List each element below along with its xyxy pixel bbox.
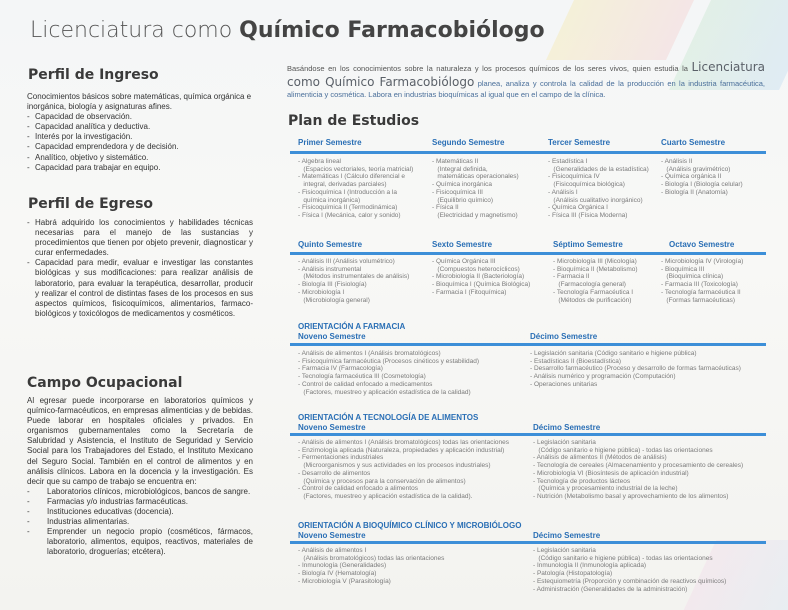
semester-title: Primer Semestre	[298, 138, 362, 147]
plan-title: Plan de Estudios	[288, 113, 420, 129]
semester-title: Noveno Semestre	[298, 423, 366, 432]
semester-courses: - Microbiología IV (Virología) - Bioquímica III (Bioquímica clínica) - Farmacia III (Toxicología) - Tecnología farmacéutica II (Formas farmacéuticas)	[661, 258, 744, 304]
semester-courses: - Legislación sanitaria (Código sanitario e higiene pública) - Estadísticas II (Bioestadística) - Desarrollo farmacéutico (Proceso y desarrollo de formas farmacéuticas) - Análisis numérico y programación (Computación) - Operaciones unitarias	[530, 350, 741, 388]
list-item: - Capacidad para medir, evaluar e investigar las constantes biológicas y sus modificaciones: para realizar análisis de laboratorio, para evaluar la terapéutica, desarrollar, producir y realizar el control de distintas fases de los procesos en sus aspectos químicos, fisicoquímicos, alimentarios, farmaco-biológicos y toxicólogos de medicamentos y cosméticos.	[27, 258, 253, 318]
semester-title: Sexto Semestre	[432, 240, 493, 249]
semester-courses: - Legislación sanitaria (Código sanitario e higiene pública) - todas las orientaciones - Inmunología II (Inmunología aplicada) - Patología (Histopatología) - Estequiometría (Proporción y combinación de reactivos químicos) - Administración (Generalidades de la administración)	[533, 547, 727, 593]
list-item: - Emprender un negocio propio (cosméticos, fármacos, laboratorio, alimentos, equipos, reactivos, materiales de laboratorio, droguerías; etcétera).	[27, 527, 253, 557]
semester-title: Décimo Semestre	[530, 332, 598, 341]
section-divider	[290, 252, 766, 255]
section-divider	[290, 343, 766, 346]
ingreso-intro: Conocimientos básicos sobre matemáticas, química orgánica e inorgánica, biología y asignaturas afines.	[27, 92, 252, 112]
list-item: - Capacidad para trabajar en equipo.	[27, 162, 161, 172]
campo-section	[27, 396, 253, 558]
list-item: - Farmacias y/o industrias farmacéuticas.	[27, 496, 188, 506]
semester-title: Tercer Semestre	[548, 138, 611, 147]
list-item: - Capacidad emprendedora y de decisión.	[27, 142, 179, 152]
semester-courses: - Estadística I (Generalidades de la estadística) - Fisicoquímica IV (Fisicoquímica biológica) - Análisis I (Análisis cualitativo inorgánico) - Química Orgánica I - Física III (Física Moderna)	[548, 158, 649, 219]
list-item: - Habrá adquirido los conocimientos y habilidades técnicas necesarias para el manejo de las sustancias y procedimientos que tienen por objeto prevenir, diagnosticar y curar enfermedades.	[27, 218, 253, 258]
semester-title: Décimo Semestre	[533, 531, 601, 540]
semester-courses: - Análisis de alimentos I (Análisis bromatológicos) todas las orientaciones - Enzimología aplicada (Naturaleza, propiedades y aplicación industrial) - Fermentaciones industriales (Microorganismos y sus actividades en los procesos industriales) - Desarrollo de alimentos (Química y procesos para la conservación de alimentos) - Control de calidad enfocado a alimentos (Factores, muestreo y aplicación estadística de la calidad).	[298, 439, 509, 500]
list-item: - Analítico, objetivo y sistemático.	[27, 152, 149, 162]
semester-title: Séptimo Semestre	[553, 240, 623, 249]
semester-courses: - Microbiología III (Micología) - Bioquímica II (Metabolismo) - Farmacia II (Farmacología general) - Tecnología Farmacéutica I (Métodos de purificación)	[553, 258, 638, 304]
section-divider	[290, 151, 766, 154]
list-item: - Interés por la investigación.	[27, 132, 133, 142]
semester-courses: - Análisis II (Análisis gravimétrico) - Química orgánica II - Biología I (Biología celular) - Biología II (Anatomía)	[661, 158, 743, 196]
semester-title: Segundo Semestre	[432, 138, 505, 147]
semester-title: Noveno Semestre	[298, 332, 366, 341]
semester-courses: - Química Orgánica III (Compuestos heterocíclicos) - Microbiología II (Bacteriología) - Bioquímica I (Química Biológica) - Farmacia I (Fitoquímica)	[432, 258, 531, 296]
orientation-title: ORIENTACIÓN A TECNOLOGÍA DE ALIMENTOS	[298, 413, 479, 422]
semester-title: Cuarto Semestre	[661, 138, 726, 147]
semester-courses: - Legislación sanitaria (Código sanitario e higiene pública) - todas las orientaciones - Análisis de alimentos II (Métodos de análisis) - Tecnología de cereales (Almacenamiento y procesamiento de cereales) - Microbiología VI (Biosíntesis de aplicación industrial) - Tecnología de productos lácteos (Química y procesamiento industrial de la leche) - Nutrición (Metabolismo basal y aprovechamiento de los alimentos)	[533, 439, 744, 500]
list-item: - Capacidad de observación.	[27, 112, 132, 122]
intro-paragraph: Basándose en los conocimientos sobre la naturaleza y los procesos químicos de los seres vivos, quien estudia la Licenciatura como Químico Farmacobiólogo planea, analiza y controla la calidad de la producción en la industria farmacéutica, alimenticia y cosmética. Labora en industrias bioquímicas al igual que en el campo de la clínica.	[287, 60, 766, 99]
list-item: - Instituciones educativas (docencia).	[27, 507, 174, 517]
egreso-heading: Perfil de Egreso	[28, 196, 154, 212]
list-item: - Laboratorios clínicos, microbiológicos, bancos de sangre.	[27, 486, 251, 496]
ingreso-heading: Perfil de Ingreso	[28, 67, 159, 83]
egreso-section	[27, 218, 253, 319]
ingreso-section	[27, 92, 253, 173]
campo-heading: Campo Ocupacional	[27, 375, 183, 391]
page-title: Licenciatura como Químico Farmacobiólogo	[30, 18, 545, 43]
campo-text: Al egresar puede incorporarse en laboratorios químicos y químico-farmacéuticos, en empresas alimenticias y de bebidas. Puede laborar en hospitales oficiales y privados. En organismos gubernamentales como la Secretaría de Salubridad y Asistencia, el Instituto de Seguridad y Servicio Social para los Trabajadores del Estado, el Instituto Mexicano del Seguro Social. También en el control de alimentos y en análisis clínicos. Labora en la docencia y la investigación. Es decir que su campo de trabajo se encuentra en:	[27, 396, 253, 486]
orientation-title: ORIENTACIÓN A FARMACIA	[298, 322, 406, 331]
semester-courses: - Algebra lineal (Espacios vectoriales, teoría matricial) - Matemáticas I (Cálculo diferencial e integral, derivadas parciales) - Fisicoquímica I (Introducción a la química inorgánica) - Fisicoquímica II (Termodinámica) - Física I (Mecánica, calor y sonido)	[298, 158, 414, 219]
list-item: - Industrias alimentarias.	[27, 517, 130, 527]
semester-title: Octavo Semestre	[669, 240, 735, 249]
list-item: - Capacidad analítica y deductiva.	[27, 122, 151, 132]
semester-courses: - Análisis de alimentos I (Análisis bromatológicos) - Fisicoquímica farmacéutica (Procesos cinéticos y estabilidad) - Farmacia IV (Farmacología) - Tecnología farmacéutica III (Cosmetología) - Control de calidad enfocado a medicamentos (Factores, muestreo y aplicación estadística de la calidad)	[298, 350, 479, 396]
orientation-title: ORIENTACIÓN A BIOQUÍMICO CLÍNICO Y MICROBIÓLOGO	[298, 521, 522, 530]
semester-courses: - Análisis III (Análisis volumétrico) - Análisis instrumental (Métodos instrumentales de análisis) - Biología III (Fisiología) - Microbiología I (Microbiología general)	[298, 258, 410, 304]
semester-title: Décimo Semestre	[533, 423, 601, 432]
semester-title: Quinto Semestre	[298, 240, 363, 249]
section-divider	[290, 541, 766, 544]
semester-title: Noveno Semestre	[298, 531, 366, 540]
section-divider	[290, 433, 766, 436]
semester-courses: - Matemáticas II (Integral definida, matemáticas operacionales) - Química inorgánica - Fisicoquímica III (Equilibrio químico) - Física II (Electricidad y magnetismo)	[432, 158, 519, 219]
semester-courses: - Análisis de alimentos I (Análisis bromatológicos) todas las orientaciones - Inmunología (Generalidades) - Biología IV (Hematología) - Microbiología V (Parasitología)	[298, 547, 445, 585]
